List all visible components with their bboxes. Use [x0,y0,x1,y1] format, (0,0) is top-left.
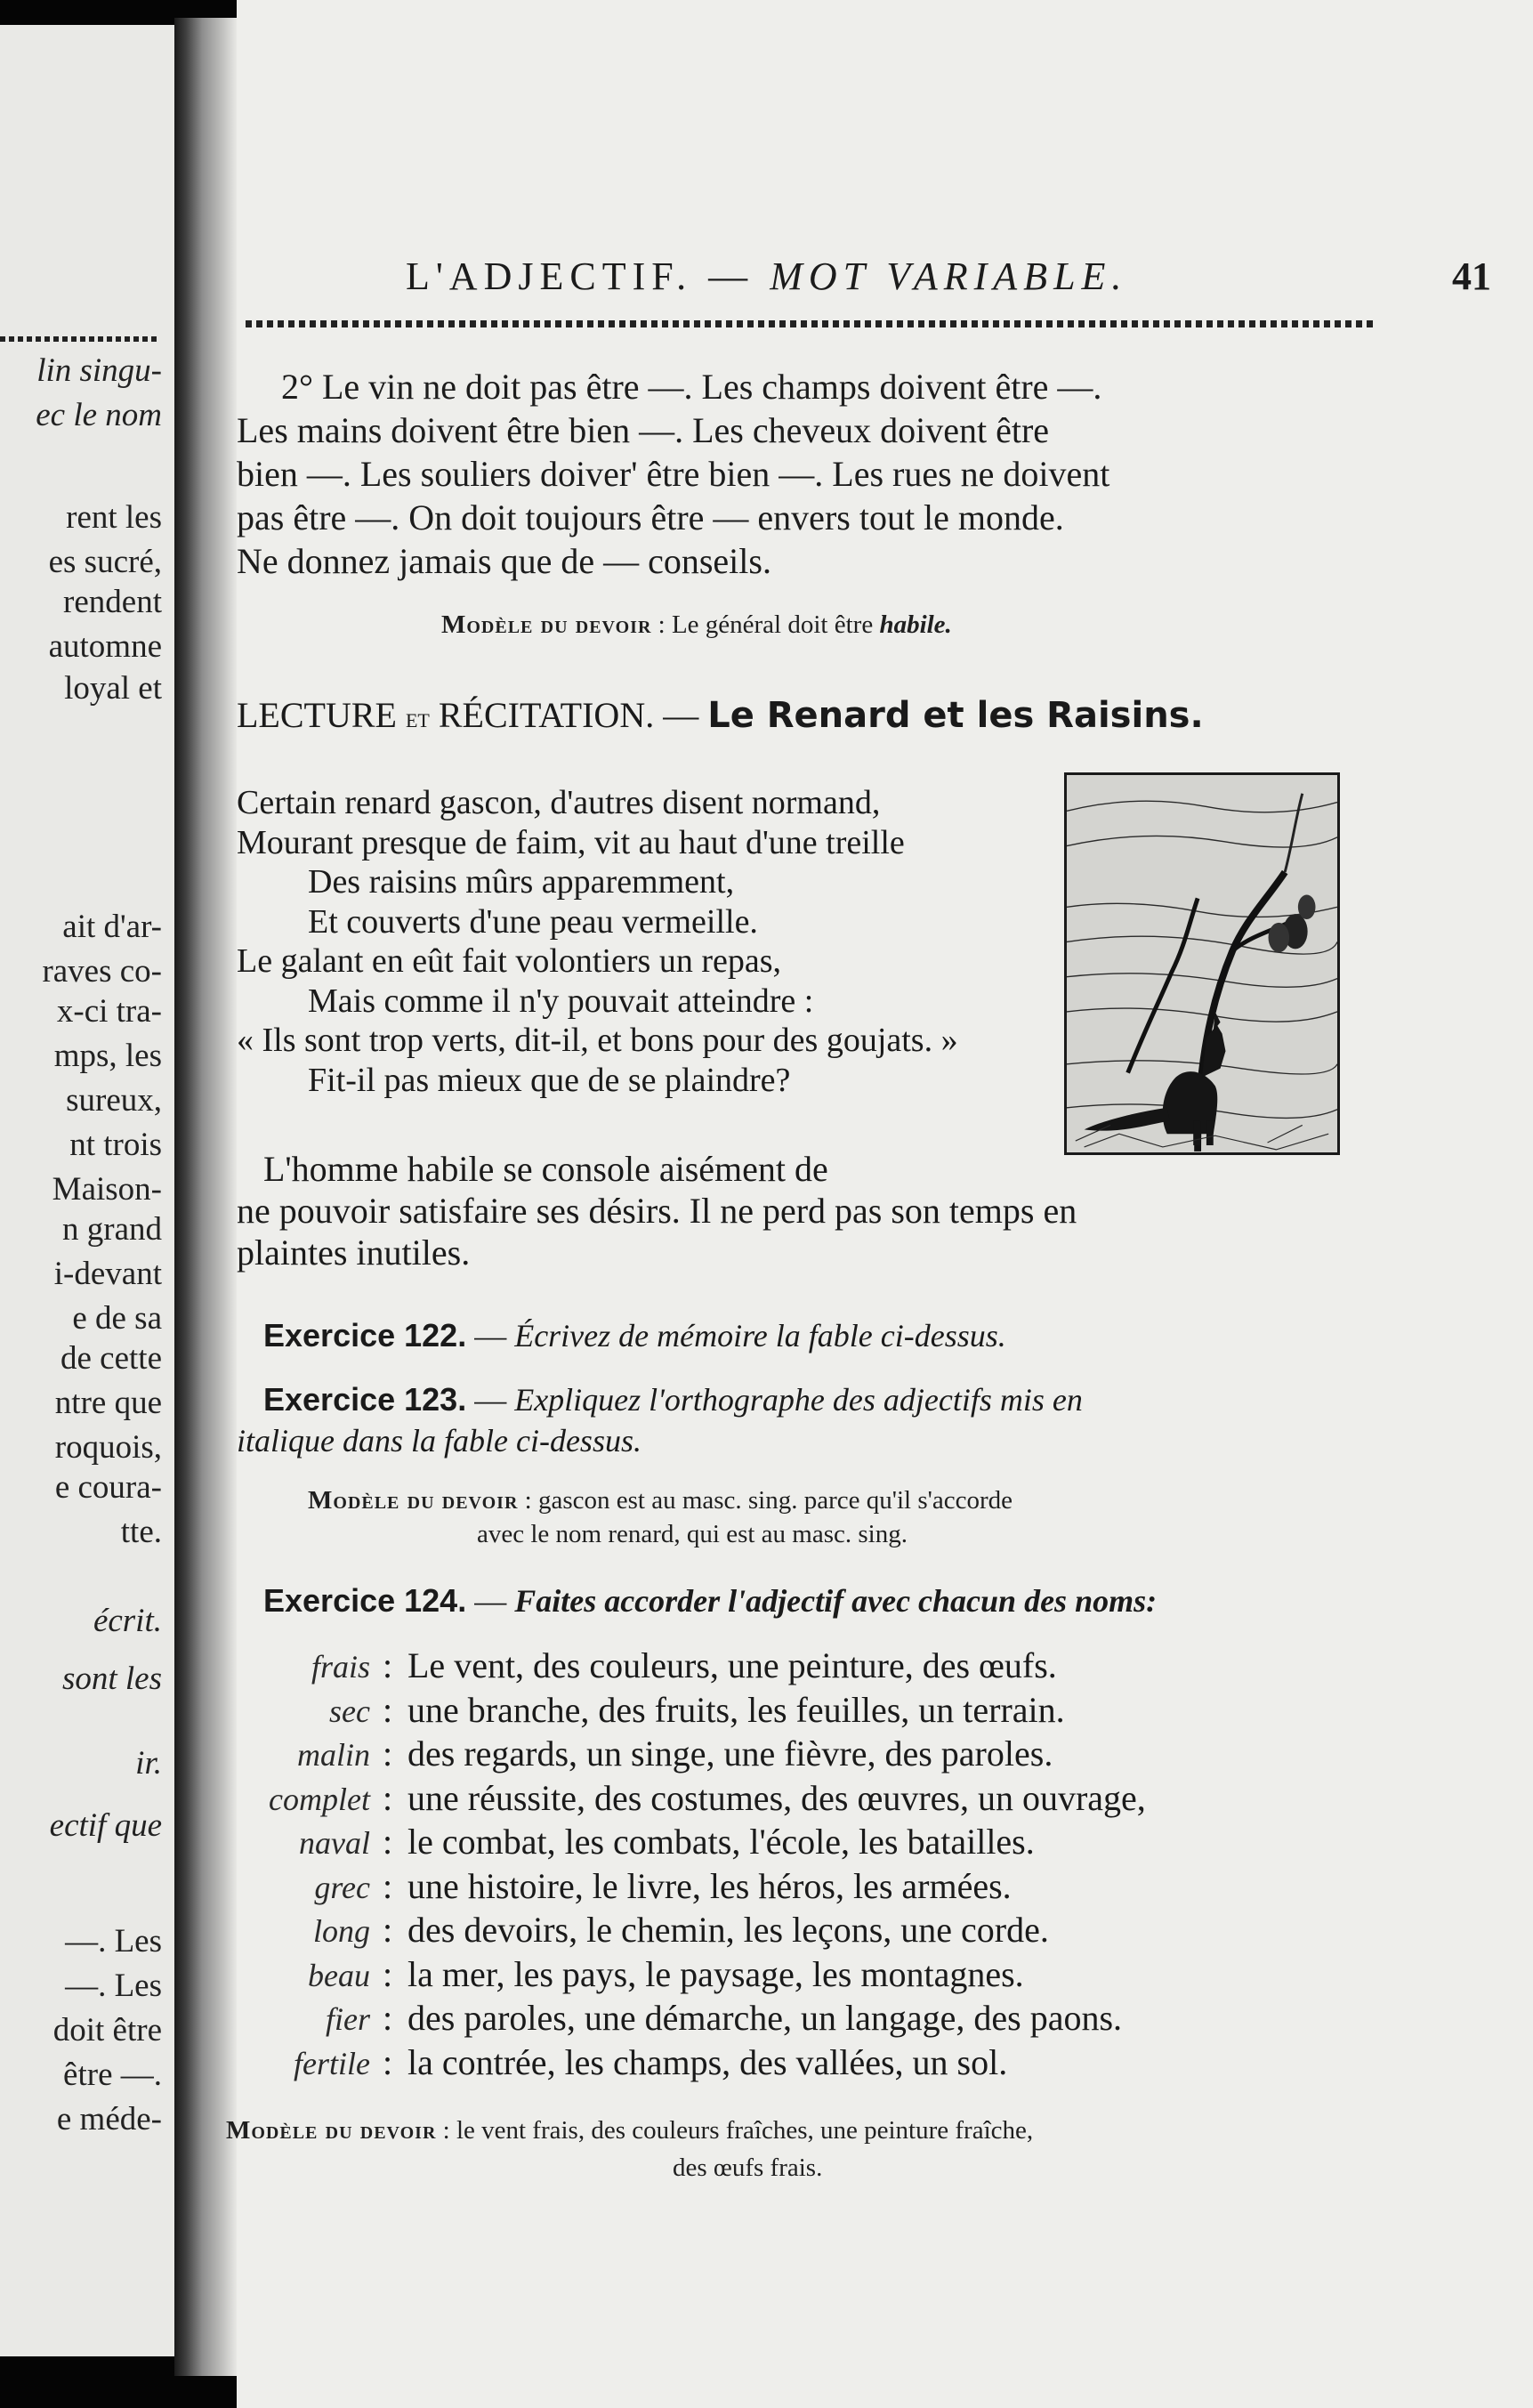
exercise-fill-in-paragraph [237,365,1367,583]
left-page-line: tte. [120,1514,162,1550]
adjective-cell: beau [308,1957,370,1993]
adjective-cell: fier [326,2001,370,2037]
exercise-line: bien —. Les souliers doiver' être bien —. Les rues ne doivent [237,454,1110,494]
adjective-cell: malin [296,1737,370,1773]
left-page-line: ectif que [49,1807,162,1844]
left-page-line: être —. [63,2056,162,2093]
nouns-cell: le combat, les combats, l'école, les batailles. [407,1822,1035,1862]
left-page-line: ntre que [54,1385,162,1421]
exercise-row [237,1997,1384,2041]
exercise-124-label: Exercice 124. [263,1582,467,1619]
nouns-cell: une histoire, le livre, les héros, les armées. [407,1865,1012,1906]
exercise-124-instruction: Faites accorder l'adjectif avec chacun des noms: [514,1583,1158,1619]
poem-line: Et couverts d'une peau vermeille. [308,902,758,941]
left-page-line: e méde- [56,2101,162,2137]
left-page-line: x-ci tra- [56,993,162,1030]
left-page-line: lin singu- [36,352,162,389]
left-page-line: ir. [135,1745,162,1782]
exercise-124-dash: — [466,1583,515,1619]
left-page-line: écrit. [93,1603,162,1639]
model-label: Modèle du devoir [308,1486,519,1515]
exercise-122-instruction: Écrivez de mémoire la fable ci-dessus. [514,1318,1006,1353]
exercise-line: 2° Le vin ne doit pas être —. Les champs doivent être —. [281,367,1102,407]
nouns-cell: la mer, les pays, le paysage, les montagnes. [407,1953,1024,1994]
poem-line: Certain renard gascon, d'autres disent normand, [237,784,881,821]
left-page-line: ec le nom [36,397,162,433]
left-page-line: sureux, [66,1082,162,1119]
model-text: : gascon est au masc. sing. parce qu'il s'accorde [518,1486,1013,1515]
exercise-row [237,1953,1384,1998]
left-page-line: de cette [61,1340,162,1377]
left-page-rule [0,336,160,342]
exercise-row [237,1689,1384,1733]
exercise-line: Les mains doivent être bien —. Les cheveux doivent être [237,410,1050,450]
left-page-line: e de sa [72,1300,162,1337]
exercise-123 [263,1381,1083,1418]
nouns-cell: des devoirs, le chemin, les leçons, une corde. [407,1910,1049,1950]
colon-separator: : [383,1733,393,1774]
colon-separator: : [383,1645,393,1685]
nouns-cell: des paroles, une démarche, un langage, des paons. [407,1998,1123,2038]
nouns-cell: des regards, un singe, une fièvre, des paroles. [407,1733,1053,1774]
adjective-agreement-table [237,1644,1384,2085]
fox-illustration-drawing [1067,775,1337,1152]
adjective-cell: sec [329,1693,370,1729]
colon-separator: : [383,1998,393,2038]
exercise-123-dash: — [466,1382,515,1418]
poem-line: Mourant presque de faim, vit au haut d'une treille [237,823,905,861]
colon-separator: : [383,1689,393,1730]
left-page-line: ait d'ar- [62,909,162,945]
exercise-line: Ne donnez jamais que de — conseils. [237,541,771,581]
poem-line: « Ils sont trop verts, dit-il, et bons pour des goujats. » [237,1022,958,1059]
nouns-cell: une réussite, des costumes, des œuvres, un ouvrage, [407,1777,1146,1818]
header-left: L'ADJECTIF. — [406,255,771,298]
fable-moral [237,1148,1367,1273]
nouns-cell: Le vent, des couleurs, une peinture, des œufs. [407,1645,1057,1685]
fable-title: Le Renard et les Raisins. [707,695,1204,736]
model-answer-123-cont: avec le nom renard, qui est au masc. sing. [477,1520,908,1548]
left-page-line: raves co- [42,953,162,990]
exercise-124 [263,1582,1157,1620]
poem-line: Mais comme il n'y pouvait atteindre : [308,982,814,1020]
exercise-row [237,1821,1384,1865]
model-label: Modèle du devoir [441,610,652,639]
nouns-cell: la contrée, les champs, des vallées, un sol. [407,2041,1008,2082]
nouns-cell: une branche, des fruits, les feuilles, un terrain. [407,1689,1065,1730]
adjective-cell: frais [311,1649,370,1685]
exercise-123-label: Exercice 123. [263,1381,467,1418]
model-text: : le vent frais, des couleurs fraîches, une peinture fraîche, [436,2116,1034,2145]
section-heading [237,694,1367,736]
exercise-row [237,2041,1384,2086]
exercise-123-instruction: Expliquez l'orthographe des adjectifs mis en [514,1382,1083,1418]
colon-separator: : [383,1953,393,1994]
left-page-line: —. Les [65,1968,162,2004]
page-number: 41 [1452,255,1491,298]
exercise-row [237,1909,1384,1953]
adjective-cell: long [312,1913,370,1949]
section-label-lecture: LECTURE [237,695,406,735]
section-label-recitation: RÉCITATION. — [429,695,708,735]
moral-line: ne pouvoir satisfaire ses désirs. Il ne perd pas son temps en [237,1191,1077,1231]
model-answer-123 [308,1486,1013,1515]
left-page-line: loyal et [64,670,162,707]
adjective-cell: grec [314,1869,370,1905]
moral-line: L'homme habile se console aisément de [263,1149,828,1189]
exercise-122 [263,1317,1006,1354]
poem-line: Des raisins mûrs apparemment, [308,863,735,901]
header-right: MOT VARIABLE. [770,255,1128,298]
left-page-line: i-devant [53,1256,162,1292]
header-wavy-rule [246,320,1376,327]
fable-poem [237,783,1020,1100]
model-answer-top [441,610,952,640]
model-answer-124 [226,2116,1033,2145]
adjective-cell: naval [299,1825,370,1861]
left-facing-page [0,25,174,2356]
colon-separator: : [383,1910,393,1950]
exercise-row [237,1733,1384,1777]
exercise-row [237,1777,1384,1822]
adjective-cell: complet [269,1781,370,1817]
left-page-line: nt trois [69,1127,162,1163]
exercise-row [237,1865,1384,1910]
left-page-line: mps, les [53,1038,162,1074]
left-page-line: n grand [62,1211,162,1248]
left-page-line: rent les [66,499,162,536]
fox-and-grapes-illustration [1064,772,1340,1155]
model-label: Modèle du devoir [226,2116,437,2145]
adjective-cell: fertile [294,2045,370,2081]
moral-line: plaintes inutiles. [237,1232,471,1273]
left-page-line: automne [48,628,162,665]
left-page-line: doit être [52,2012,162,2048]
colon-separator: : [383,1865,393,1906]
poem-line: Le galant en eût fait volontiers un repas, [237,942,782,980]
book-page [226,0,1533,2408]
model-text: : Le général doit être [651,610,880,639]
book-gutter-shadow [174,18,237,2376]
model-word: habile. [879,610,952,639]
model-answer-124-cont: des œufs frais. [673,2153,823,2182]
exercise-123-instruction-cont: italique dans la fable ci-dessus. [237,1423,641,1459]
running-header [406,254,1491,299]
colon-separator: : [383,2041,393,2082]
left-page-line: —. Les [65,1923,162,1960]
exercise-line: pas être —. On doit toujours être — envers tout le monde. [237,497,1064,537]
left-page-line: rendent [63,584,162,620]
exercise-122-dash: — [466,1318,515,1353]
exercise-122-label: Exercice 122. [263,1317,467,1353]
colon-separator: : [383,1777,393,1818]
left-page-line: es sucré, [48,544,162,580]
poem-line: Fit-il pas mieux que de se plaindre? [308,1061,791,1099]
left-page-line: sont les [61,1661,162,1697]
colon-separator: : [383,1822,393,1862]
left-page-line: Maison- [52,1171,162,1208]
exercise-row [237,1644,1384,1689]
section-label-et: et [405,701,430,733]
left-page-line: e coura- [54,1469,162,1506]
left-page-line: roquois, [54,1429,162,1466]
